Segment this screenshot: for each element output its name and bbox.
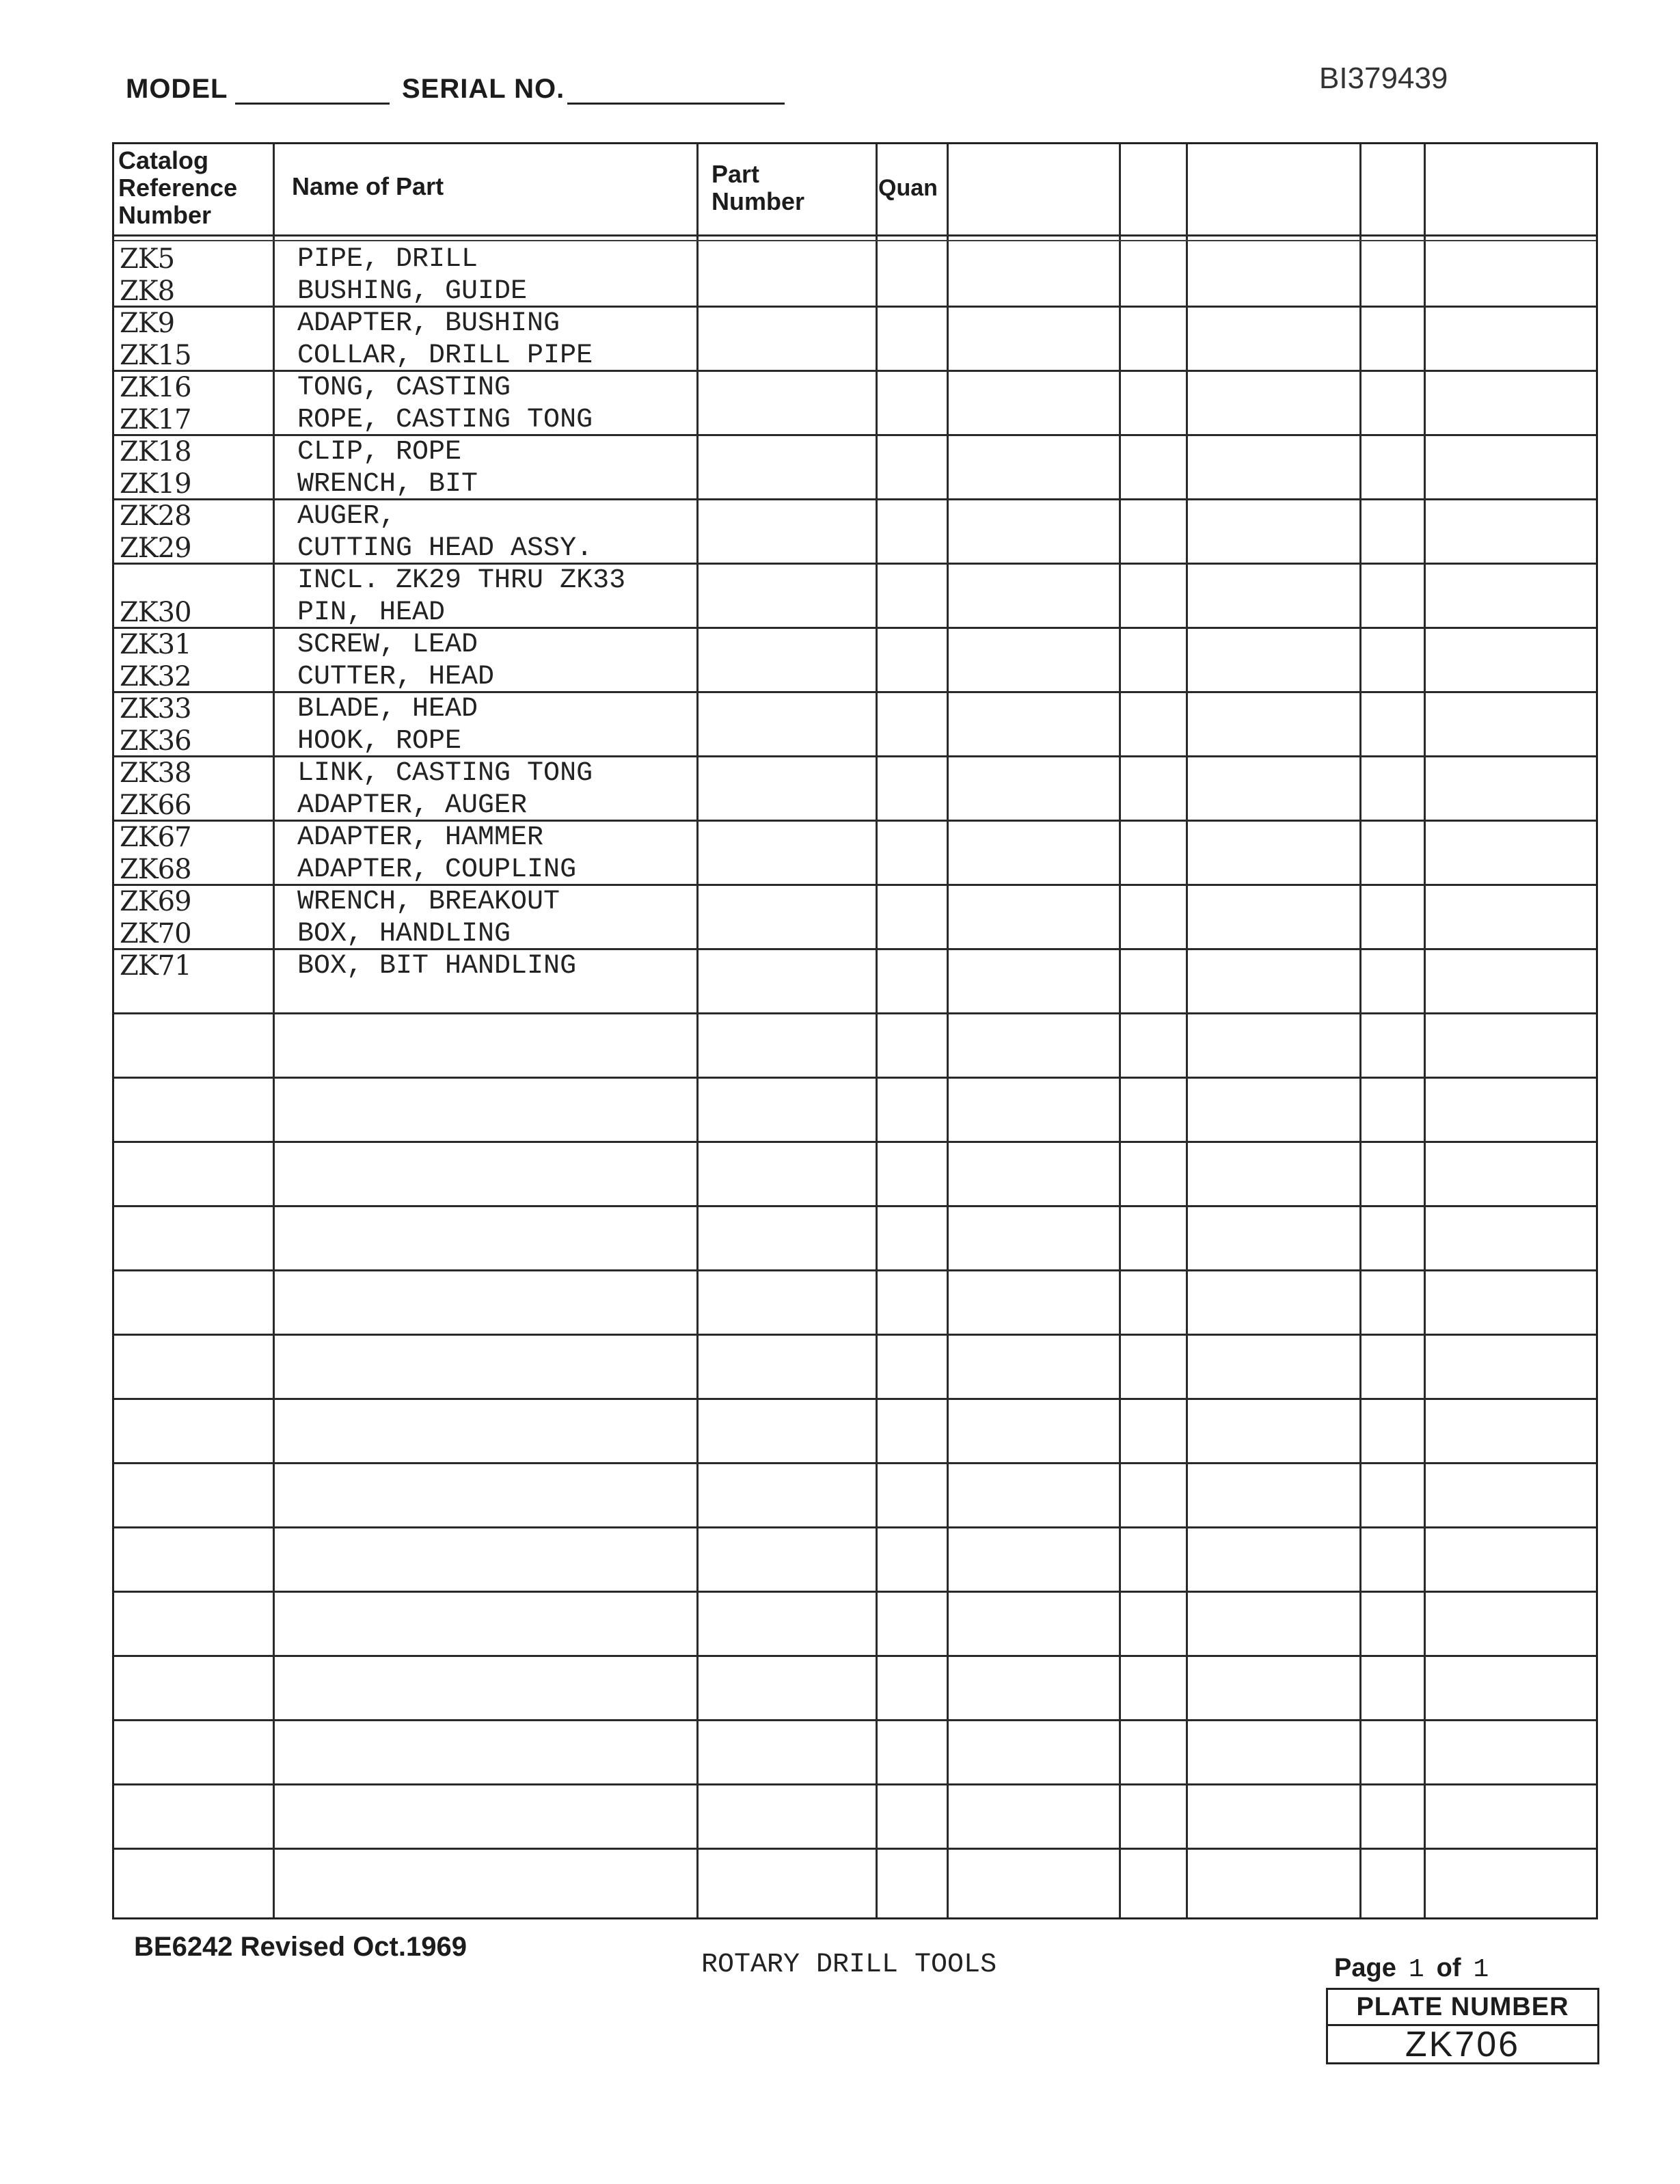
row-divider [114, 1848, 1596, 1850]
catalog-reference: ZK8 [120, 275, 175, 307]
table-row [114, 500, 1596, 532]
table-row [114, 340, 1596, 372]
table-row [114, 532, 1596, 565]
row-divider [114, 1655, 1596, 1657]
catalog-reference: ZK15 [120, 340, 191, 371]
row-divider [114, 1398, 1596, 1400]
catalog-reference: ZK18 [120, 436, 191, 468]
table-row [114, 565, 1596, 597]
table-row [114, 243, 1596, 275]
catalog-reference: ZK16 [120, 372, 191, 403]
document-id: BI379439 [1319, 62, 1448, 95]
row-divider [114, 1077, 1596, 1079]
header-text: Part [712, 160, 760, 188]
page-current: 1 [1408, 1955, 1424, 1984]
table-row [114, 597, 1596, 629]
page-of-label: of [1436, 1954, 1461, 1982]
table-row [114, 661, 1596, 693]
header-rule [114, 240, 1596, 241]
part-name: ADAPTER, BUSHING [297, 308, 560, 339]
part-name: CUTTER, HEAD [297, 662, 495, 692]
row-divider [114, 1205, 1596, 1207]
part-name: ADAPTER, AUGER [297, 790, 528, 821]
serial-number-label: SERIAL NO. [402, 74, 565, 104]
part-name: LINK, CASTING TONG [297, 758, 593, 789]
catalog-reference: ZK68 [120, 854, 191, 885]
header-text: Number [118, 201, 212, 229]
part-name: WRENCH, BIT [297, 469, 478, 500]
table-row [114, 404, 1596, 436]
column-header-part-number [712, 161, 804, 215]
part-name: SCREW, LEAD [297, 630, 478, 660]
table-row [114, 436, 1596, 468]
table-row [114, 886, 1596, 918]
page-total: 1 [1473, 1955, 1489, 1984]
parts-table [112, 142, 1598, 1919]
table-row [114, 275, 1596, 308]
part-name: ROPE, CASTING TONG [297, 405, 593, 435]
catalog-reference: ZK31 [120, 629, 191, 660]
part-name: BUSHING, GUIDE [297, 276, 528, 307]
part-name: WRENCH, BREAKOUT [297, 887, 560, 917]
model-label: MODEL [126, 74, 228, 104]
table-row [114, 918, 1596, 950]
table-row [114, 693, 1596, 725]
part-name: INCL. ZK29 THRU ZK33 [297, 565, 626, 596]
table-row [114, 950, 1596, 982]
table-row [114, 790, 1596, 822]
serial-number-blank-line [567, 103, 785, 105]
part-name: HOOK, ROPE [297, 726, 462, 757]
part-name: PIPE, DRILL [297, 244, 478, 275]
catalog-reference: ZK28 [120, 500, 191, 532]
catalog-reference: ZK19 [120, 468, 191, 500]
catalog-reference: ZK67 [120, 822, 191, 853]
row-divider [114, 1526, 1596, 1528]
header-text: Number [712, 187, 805, 215]
part-name: CLIP, ROPE [297, 437, 462, 468]
catalog-reference: ZK36 [120, 725, 191, 757]
part-name: BOX, BIT HANDLING [297, 951, 577, 982]
part-name: BOX, HANDLING [297, 919, 511, 949]
part-name: ADAPTER, HAMMER [297, 822, 544, 853]
row-divider [114, 1719, 1596, 1721]
catalog-reference: ZK70 [120, 918, 191, 949]
page-indicator [1334, 1954, 1501, 1984]
row-divider [114, 1141, 1596, 1143]
table-row [114, 468, 1596, 500]
part-name: COLLAR, DRILL PIPE [297, 340, 593, 371]
part-name: BLADE, HEAD [297, 694, 478, 725]
row-divider [114, 1783, 1596, 1785]
header-rule [114, 234, 1596, 237]
table-row [114, 822, 1596, 854]
table-row [114, 725, 1596, 757]
catalog-reference: ZK71 [120, 950, 191, 982]
form-number: BE6242 Revised Oct.1969 [134, 1932, 467, 1962]
part-name: ADAPTER, COUPLING [297, 854, 577, 885]
part-name: PIN, HEAD [297, 597, 446, 628]
plate-number-label: PLATE NUMBER [1328, 1990, 1597, 2026]
header-text: Reference [118, 174, 238, 202]
row-divider [114, 1334, 1596, 1336]
catalog-reference: ZK29 [120, 532, 191, 564]
table-row [114, 629, 1596, 661]
catalog-reference: ZK38 [120, 757, 191, 789]
catalog-reference: ZK33 [120, 693, 191, 725]
row-divider [114, 1462, 1596, 1464]
part-name: TONG, CASTING [297, 373, 511, 403]
column-header-name-of-part: Name of Part [292, 172, 444, 200]
plate-number-box [1326, 1988, 1599, 2064]
catalog-reference: ZK30 [120, 597, 191, 628]
catalog-reference: ZK66 [120, 790, 191, 821]
catalog-reference: ZK32 [120, 661, 191, 692]
row-divider [114, 1269, 1596, 1271]
row-divider [114, 1012, 1596, 1014]
table-row [114, 757, 1596, 790]
header-text: Catalog [118, 146, 209, 174]
document-title: ROTARY DRILL TOOLS [701, 1950, 997, 1980]
row-divider [114, 1591, 1596, 1593]
part-name: AUGER, [297, 501, 396, 532]
column-header-quantity: Quan [878, 175, 938, 201]
catalog-reference: ZK69 [120, 886, 191, 917]
part-name: CUTTING HEAD ASSY. [297, 533, 593, 564]
table-row [114, 308, 1596, 340]
model-blank-line [235, 103, 390, 105]
table-row [114, 372, 1596, 404]
plate-number-value: ZK706 [1405, 2025, 1521, 2064]
page-label: Page [1334, 1954, 1396, 1982]
catalog-reference: ZK17 [120, 404, 191, 435]
catalog-reference: ZK5 [120, 243, 175, 275]
catalog-reference: ZK9 [120, 308, 175, 339]
column-header-catalog-reference [118, 147, 237, 229]
table-row [114, 854, 1596, 886]
